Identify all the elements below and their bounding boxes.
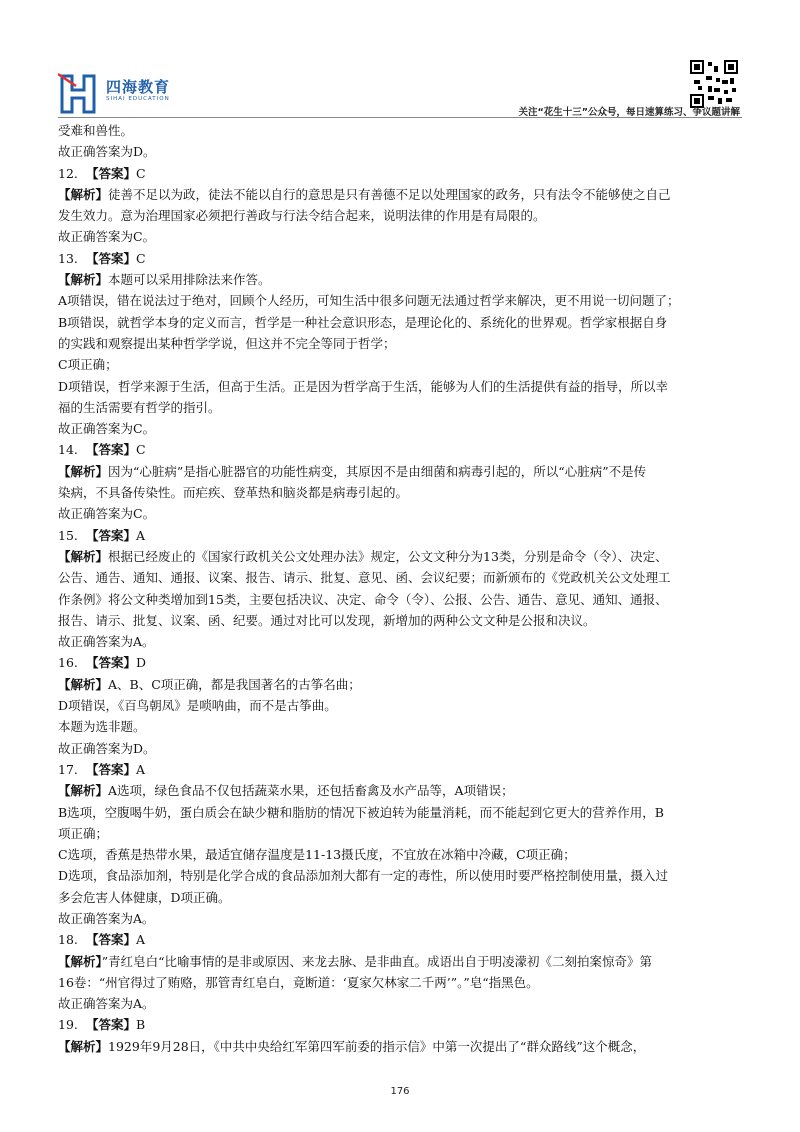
correct-answer-line: 故正确答案为A。: [58, 634, 155, 650]
logo-name: 四海教育: [106, 78, 171, 96]
text-line: 多会危害人体健康，D项正确。: [58, 889, 231, 905]
text-line: 发生效力。意为治理国家必须把行善政与行法令结合起来，说明法律的作用是有局限的。: [58, 208, 546, 224]
header-divider: [58, 117, 742, 118]
question-17-answer: 17. 【答案】A: [58, 761, 146, 777]
header-tagline: 关注“花生十三”公众号，每日速算练习、争议题讲解: [518, 107, 740, 118]
question-16-answer: 16. 【答案】D: [58, 655, 147, 671]
text-line: D项错误，哲学来源于生活，但高于生活。正是因为哲学高于生活，能够为人们的生活提供有益的指导，所以幸: [58, 378, 669, 394]
correct-answer-line: 故正确答案为D。: [58, 144, 156, 160]
analysis-line: 【解析】本题可以采用排除法来作答。: [58, 272, 271, 288]
answer-content: [58, 120, 744, 1057]
text-line: C项正确；: [58, 357, 118, 373]
correct-answer-line: 故正确答案为C。: [58, 506, 156, 522]
text-line: 报告、请示、批复、议案、函、纪要。通过对比可以发现，新增加的两种公文文种是公报和决议。: [58, 612, 596, 628]
page-header: [0, 0, 800, 118]
text-line: 作条例》将公文种类增加到15类，主要包括决议、决定、命令（令）、公报、公告、通告、意见、通知、通报、: [58, 591, 668, 607]
question-14-answer: 14. 【答案】C: [58, 442, 146, 458]
question-13-answer: 13. 【答案】C: [58, 250, 146, 266]
text-line: D项错误，《百鸟朝凤》是唢呐曲，而不是古筝曲。: [58, 698, 337, 714]
logo-subtitle: SIHAI EDUCATION: [106, 96, 170, 102]
text-line: 染病，不具备传染性。而疟疾、登革热和脑炎都是病毒引起的。: [58, 485, 409, 501]
text-line: 受难和兽性。: [58, 123, 134, 138]
text-line: D选项，食品添加剂，特别是化学合成的食品添加剂大都有一定的毒性，所以使用时要严格控制使用量，摄入过: [58, 868, 669, 884]
correct-answer-line: 故正确答案为D。: [58, 740, 156, 756]
question-19-answer: 19. 【答案】B: [58, 1017, 146, 1033]
correct-answer-line: 故正确答案为A。: [58, 910, 155, 926]
text-line: B选项，空腹喝牛奶，蛋白质会在缺少糖和脂肪的情况下被迫转为能量消耗，而不能起到它更大的营养作用，B: [58, 804, 664, 820]
text-line: 16卷：“州官得过了贿赂，那管青红皂白，竟断道：‘夏家欠林家二千两’”。”皂“指黑色。: [58, 974, 539, 990]
analysis-line: 【解析】徒善不足以为政，徒法不能以自行的意思是只有善德不足以处理国家的政务，只有法令不能够使之自己: [58, 186, 671, 202]
correct-answer-line: 故正确答案为A。: [58, 996, 155, 1012]
analysis-line: 【解析】因为“心脏病”是指心脏器官的功能性病变，其原因不是由细菌和病毒引起的，所以“心脏病”不是传: [58, 463, 647, 479]
text-line: 本题为选非题。: [58, 719, 146, 735]
question-18-answer: 18. 【答案】A: [58, 932, 146, 948]
qr-code-icon: [690, 60, 738, 108]
text-line: A项错误，错在说法过于绝对，回顾个人经历，可知生活中很多问题无法通过哲学来解决，更不用说一切问题了；: [58, 293, 680, 309]
analysis-line: 【解析】A、B、C项正确，都是我国著名的古筝名曲；: [58, 676, 361, 692]
analysis-line: 【解析】根据已经废止的《国家行政机关公文处理办法》规定，公文文种分为13类，分别是命令（令）、决定、: [58, 548, 668, 564]
text-line: 公告、通告、通知、通报、议案、报告、请示、批复、意见、函、会议纪要；而新颁布的《党政机关公文处理工: [58, 570, 671, 586]
question-15-answer: 15. 【答案】A: [58, 527, 146, 543]
analysis-line: 【解析】”青红皂白“比喻事情的是非或原因、来龙去脉、是非曲直。成语出自于明凌濛初《二刻拍案惊奇》第: [58, 953, 653, 969]
text-line: 项正确；: [58, 825, 109, 841]
correct-answer-line: 故正确答案为C。: [58, 421, 156, 437]
text-line: 的实践和观察提出某种哲学学说，但这并不完全等同于哲学；: [58, 335, 396, 351]
text-line: 福的生活需要有哲学的指引。: [58, 399, 221, 415]
text-line: B项错误，就哲学本身的定义而言，哲学是一种社会意识形态，是理论化的、系统化的世界观。哲学家根据自身: [58, 314, 668, 330]
analysis-line: 【解析】1929年9月28日，《中共中央给红军第四军前委的指示信》中第一次提出了“群众路线”这个概念，: [58, 1038, 646, 1054]
page-number: 176: [390, 1086, 410, 1097]
question-12-answer: 12. 【答案】C: [58, 165, 146, 181]
correct-answer-line: 故正确答案为C。: [58, 229, 156, 245]
text-line: C选项，香蕉是热带水果，最适宜储存温度是11-13摄氏度，不宜放在冰箱中冷藏，C项正确；: [58, 847, 576, 863]
analysis-line: 【解析】A选项，绿色食品不仅包括蔬菜水果，还包括畜禽及水产品等，A项错误；: [58, 783, 514, 799]
